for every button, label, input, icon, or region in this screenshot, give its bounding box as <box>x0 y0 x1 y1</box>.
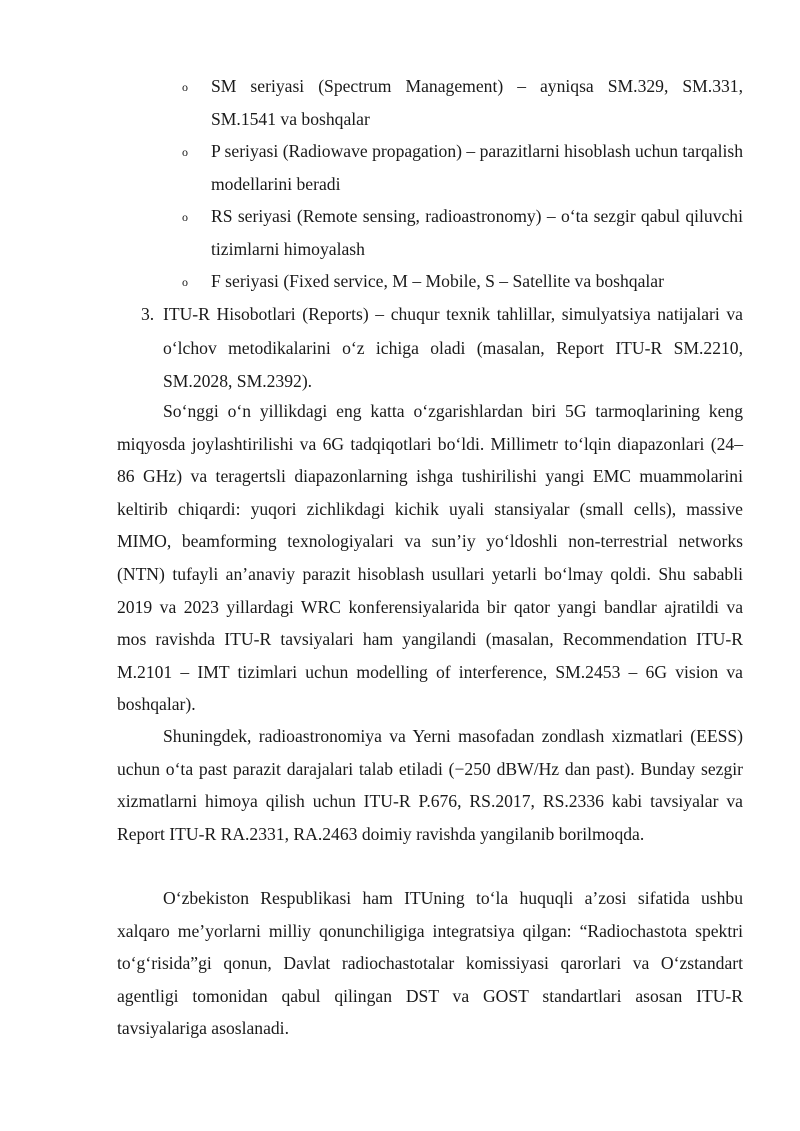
hollow-bullet-icon: o <box>182 145 188 159</box>
hollow-bullet-icon: o <box>182 80 188 94</box>
list-item <box>0 265 743 298</box>
hollow-bullet-icon: o <box>182 275 188 289</box>
paragraph: Shuningdek, radioastronomiya va Yerni masofadan zondlash xizmatlari (EESS) uchun o‘ta past parazit darajalari talab etiladi (−250 dBW/Hz dan past). Bunday sezgir xizmatlarni himoya qilish uchun ITU-R P.676, RS.2017, RS.2336 kabi tavsiyalar va Report ITU-R RA.2331, RA.2463 doimiy ravishda yangilanib borilmoqda. <box>117 726 743 844</box>
paragraph: So‘nggi o‘n yillikdagi eng katta o‘zgarishlardan biri 5G tarmoqlarining keng miqyosda joylashtirilishi va 6G tadqiqotlari bo‘ldi. Millimetr to‘lqin diapazonlari (24–86 GHz) va teragertsli diapazonlarning ishga tushirilishi yangi EMC muammolarini keltirib chiqardi: yuqori zichlikdagi kichik uyali stansiyalar (small cells), massive MIMO, beamforming texnologiyalari va sun’iy yo‘ldoshli non-terrestrial networks (NTN) tufayli an’anaviy parazit hisoblash usullari yetarli bo‘lmay qoldi. Shu sababli 2019 va 2023 yillardagi WRC konferensiyalarida bir qator yangi bandlar ajratildi va mos ravishda ITU-R tavsiyalari ham yangilandi (masalan, Recommendation ITU-R M.2101 – IMT tizimlari uchun modelling of interference, SM.2453 – 6G vision va boshqalar). <box>117 401 743 715</box>
list-item <box>0 200 743 265</box>
paragraph: O‘zbekiston Respublikasi ham ITUning to‘la huquqli a’zosi sifatida ushbu xalqaro me’yorlarni milliy qonunchiligiga integratsiya qilgan: “Radiochastota spektri to‘g‘risida”gi qonun, Davlat radiochastotalar komissiyasi qarorlari va O‘zstandart agentligi tomonidan qabul qilingan DST va GOST standartlari asosan ITU-R tavsiyalariga asoslanadi. <box>117 888 743 1039</box>
list-item <box>0 70 743 135</box>
list-item-text: RS seriyasi (Remote sensing, radioastronomy) – o‘ta sezgir qabul qiluvchi tizimlarni himoyalash <box>211 206 743 259</box>
list-item <box>0 135 743 200</box>
list-item-text: P seriyasi (Radiowave propagation) – parazitlarni hisoblash uchun tarqalish modellarini beradi <box>211 141 743 194</box>
itu-r-series-list <box>0 70 800 298</box>
list-item-text: SM seriyasi (Spectrum Management) – ayniqsa SM.329, SM.331, SM.1541 va boshqalar <box>211 76 743 129</box>
list-number: 3. <box>141 304 155 324</box>
list-item-text: F seriyasi (Fixed service, M – Mobile, S – Satellite va boshqalar <box>211 271 664 291</box>
numbered-item-text: ITU-R Hisobotlari (Reports) – chuqur texnik tahlillar, simulyatsiya natijalari va o‘lchov metodikalarini o‘z ichiga oladi (masalan, Report ITU-R SM.2210, SM.2028, SM.2392). <box>163 304 743 391</box>
hollow-bullet-icon: o <box>182 210 188 224</box>
